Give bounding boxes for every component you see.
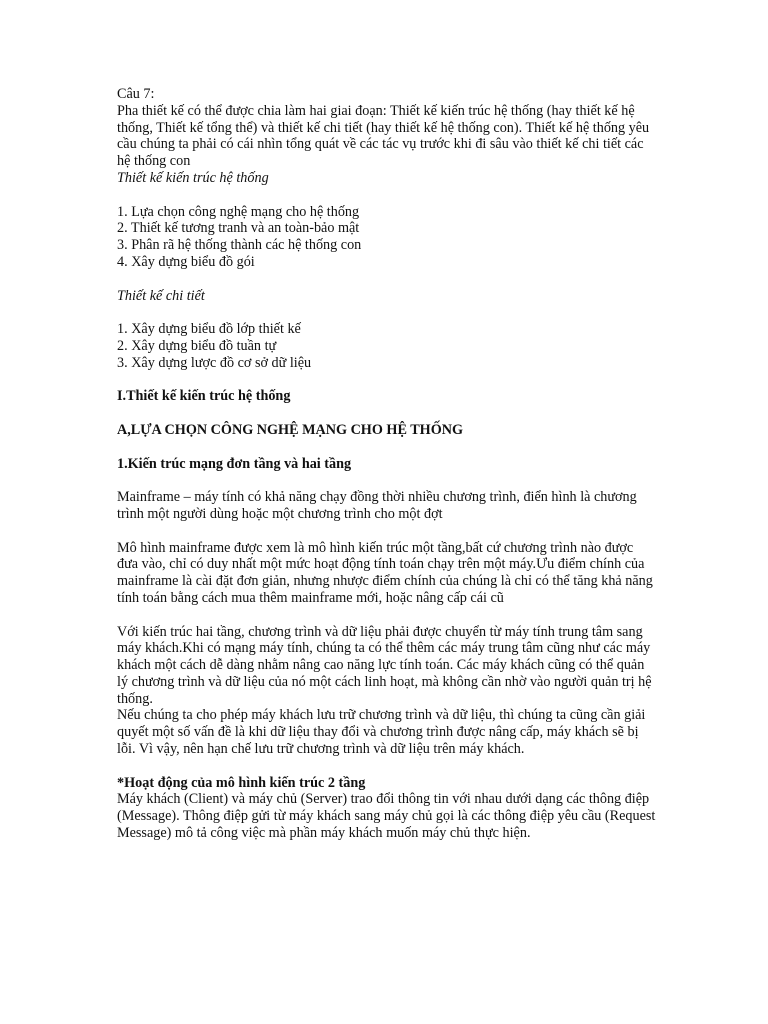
client-storage-paragraph: Nếu chúng ta cho phép máy khách lưu trữ chương trình và dữ liệu, thì chúng ta cũng cần giải quyết một số vấn đề là khi dữ liệu thay đổi và chương trình được nâng cấp, máy khách sẽ bị lỗi. Vì vậy, nên hạn chế lưu trữ chương trình và dữ liệu trên máy khách. xyxy=(117,707,646,758)
question-label: Câu 7: xyxy=(117,86,155,102)
mainframe-definition-paragraph: Mainframe – máy tính có khả năng chạy đồng thời nhiều chương trình, điển hình là chương trình một người dùng hoặc một chương trình cho một đợt xyxy=(117,489,637,522)
architecture-item: 1. Lựa chọn công nghệ mạng cho hệ thống xyxy=(117,203,360,220)
operation-heading: *Hoạt động của mô hình kiến trúc 2 tầng xyxy=(117,774,366,791)
section-heading-A: A,LỰA CHỌN CÔNG NGHỆ MẠNG CHO HỆ THỐNG xyxy=(117,421,464,438)
spacer xyxy=(117,758,657,775)
spacer xyxy=(117,271,657,288)
spacer xyxy=(117,304,657,321)
two-tier-paragraph: Với kiến trúc hai tầng, chương trình và dữ liệu phải được chuyển từ máy tính trung tâm sang máy khách.Khi có mạng máy tính, chúng ta có thể thêm các máy trung tâm cũng như các máy khách một cách dễ dàng nhằm nâng cao năng lực tính toán. Các máy khách cũng có thể quản lý chương trình và dữ liệu của nó một cách linh hoạt, mà không cần nhờ vào người quản trị hệ thống. xyxy=(117,623,652,707)
section-heading-I: I.Thiết kế kiến trúc hệ thống xyxy=(117,388,291,405)
spacer xyxy=(117,439,657,456)
architecture-item: 4. Xây dựng biểu đồ gói xyxy=(117,253,255,270)
spacer xyxy=(117,405,657,422)
detail-heading: Thiết kế chi tiết xyxy=(117,287,205,304)
architecture-item: 3. Phân rã hệ thống thành các hệ thống con xyxy=(117,237,362,254)
spacer xyxy=(117,607,657,624)
spacer xyxy=(117,523,657,540)
spacer xyxy=(117,472,657,489)
spacer xyxy=(117,372,657,389)
detail-item: 1. Xây dựng biểu đồ lớp thiết kế xyxy=(117,321,301,338)
section-heading-1: 1.Kiến trúc mạng đơn tầng và hai tầng xyxy=(117,455,352,472)
architecture-item: 2. Thiết kế tương tranh và an toàn-bảo mật xyxy=(117,220,360,237)
document-page xyxy=(117,86,657,842)
intro-paragraph: Pha thiết kế có thể được chia làm hai giai đoạn: Thiết kế kiến trúc hệ thống (hay thiết kế hệ thống, Thiết kế tổng thể) và thiết kế chi tiết (hay thiết kế hệ thống con). Thiết kế hệ thống yêu cầu chúng ta phải có cái nhìn tổng quát về các tác vụ trước khi đi sâu vào thiết kế chi tiết các hệ thống con xyxy=(117,102,650,170)
detail-item: 2. Xây dựng biểu đồ tuần tự xyxy=(117,337,277,354)
architecture-heading: Thiết kế kiến trúc hệ thống xyxy=(117,169,269,186)
mainframe-model-paragraph: Mô hình mainframe được xem là mô hình kiến trúc một tầng,bất cứ chương trình nào được đưa vào, chỉ có duy nhất một mức hoạt động tính toán chạy trên một máy.Ưu điểm chính của mainframe là cài đặt đơn giản, nhưng nhược điểm chính của chúng là chỉ có thể tăng khả năng tính toán bằng cách mua thêm mainframe mới, hoặc nâng cấp cái cũ xyxy=(117,539,653,606)
detail-item: 3. Xây dựng lược đồ cơ sở dữ liệu xyxy=(117,354,312,371)
spacer xyxy=(117,187,657,204)
operation-paragraph: Máy khách (Client) và máy chủ (Server) trao đổi thông tin với nhau dưới dạng các thông điệp (Message). Thông điệp gửi từ máy khách sang máy chủ gọi là các thông điệp yêu cầu (Request Message) mô tả công việc mà phần máy khách muốn máy chủ thực hiện. xyxy=(117,791,656,842)
